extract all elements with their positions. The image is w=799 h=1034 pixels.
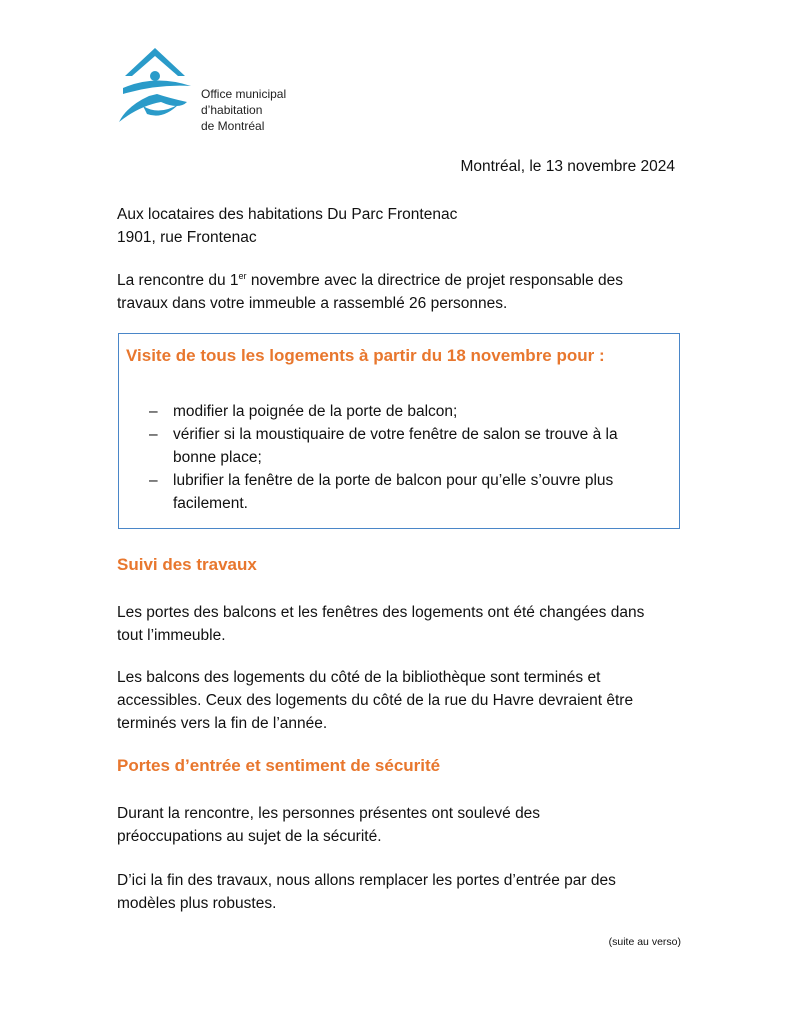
intro-line [117, 269, 697, 292]
paragraph-line: Durant la rencontre, les personnes présentes ont soulevé des [117, 805, 541, 822]
recipient-line: Aux locataires des habitations Du Parc Frontenac [117, 206, 458, 223]
logo-line: d’habitation [201, 103, 263, 117]
intro-line: travaux dans votre immeuble a rassemblé 26 personnes. [117, 295, 508, 312]
list-item-text: bonne place; [173, 449, 262, 466]
recipient-line: 1901, rue Frontenac [117, 229, 257, 246]
logo-line: de Montréal [201, 119, 265, 133]
visit-task-list [149, 400, 618, 515]
dash-bullet: – [149, 403, 158, 420]
list-item [149, 400, 618, 423]
paragraph-line: Les portes des balcons et les fenêtres des logements ont été changées dans [117, 604, 645, 621]
visit-notice-box [118, 333, 680, 529]
list-item-text: lubrifier la fenêtre de la porte de balcon pour qu’elle s’ouvre plus [173, 472, 614, 489]
continued-overleaf-note: (suite au verso) [608, 936, 681, 948]
paragraph-line: D’ici la fin des travaux, nous allons remplacer les portes d’entrée par des [117, 872, 616, 889]
omhm-logo-icon [117, 44, 201, 128]
paragraph-line: accessibles. Ceux des logements du côté de la rue du Havre devraient être [117, 692, 634, 709]
list-item [149, 423, 618, 469]
section1-paragraph-1 [117, 601, 697, 647]
section-heading-portes: Portes d’entrée et sentiment de sécurité [117, 756, 441, 775]
paragraph-line: préoccupations au sujet de la sécurité. [117, 828, 382, 845]
intro-text: novembre avec la directrice de projet responsable des [246, 272, 624, 289]
recipient-block [117, 203, 697, 249]
list-item-text: vérifier si la moustiquaire de votre fenêtre de salon se trouve à la [173, 426, 618, 443]
section2-paragraph-1 [117, 802, 697, 848]
list-item-text: facilement. [173, 495, 248, 512]
paragraph-line: tout l’immeuble. [117, 627, 226, 644]
section-heading-suivi: Suivi des travaux [117, 555, 257, 574]
intro-paragraph [117, 269, 697, 315]
dash-bullet: – [149, 426, 158, 443]
list-item-text: modifier la poignée de la porte de balcon; [173, 403, 458, 420]
dash-bullet: – [149, 472, 158, 489]
ordinal-superscript: er [238, 270, 247, 281]
section2-paragraph-2 [117, 869, 697, 915]
logo-text [201, 86, 286, 134]
section1-paragraph-2 [117, 666, 697, 735]
paragraph-line: Les balcons des logements du côté de la bibliothèque sont terminés et [117, 669, 601, 686]
letter-date: Montréal, le 13 novembre 2024 [460, 158, 675, 175]
list-item [149, 469, 618, 515]
visit-notice-title: Visite de tous les logements à partir du 18 novembre pour : [126, 346, 605, 365]
logo-line: Office municipal [201, 87, 287, 101]
paragraph-line: modèles plus robustes. [117, 895, 277, 912]
paragraph-line: terminés vers la fin de l’année. [117, 715, 328, 732]
intro-text: La rencontre du 1 [117, 272, 239, 289]
